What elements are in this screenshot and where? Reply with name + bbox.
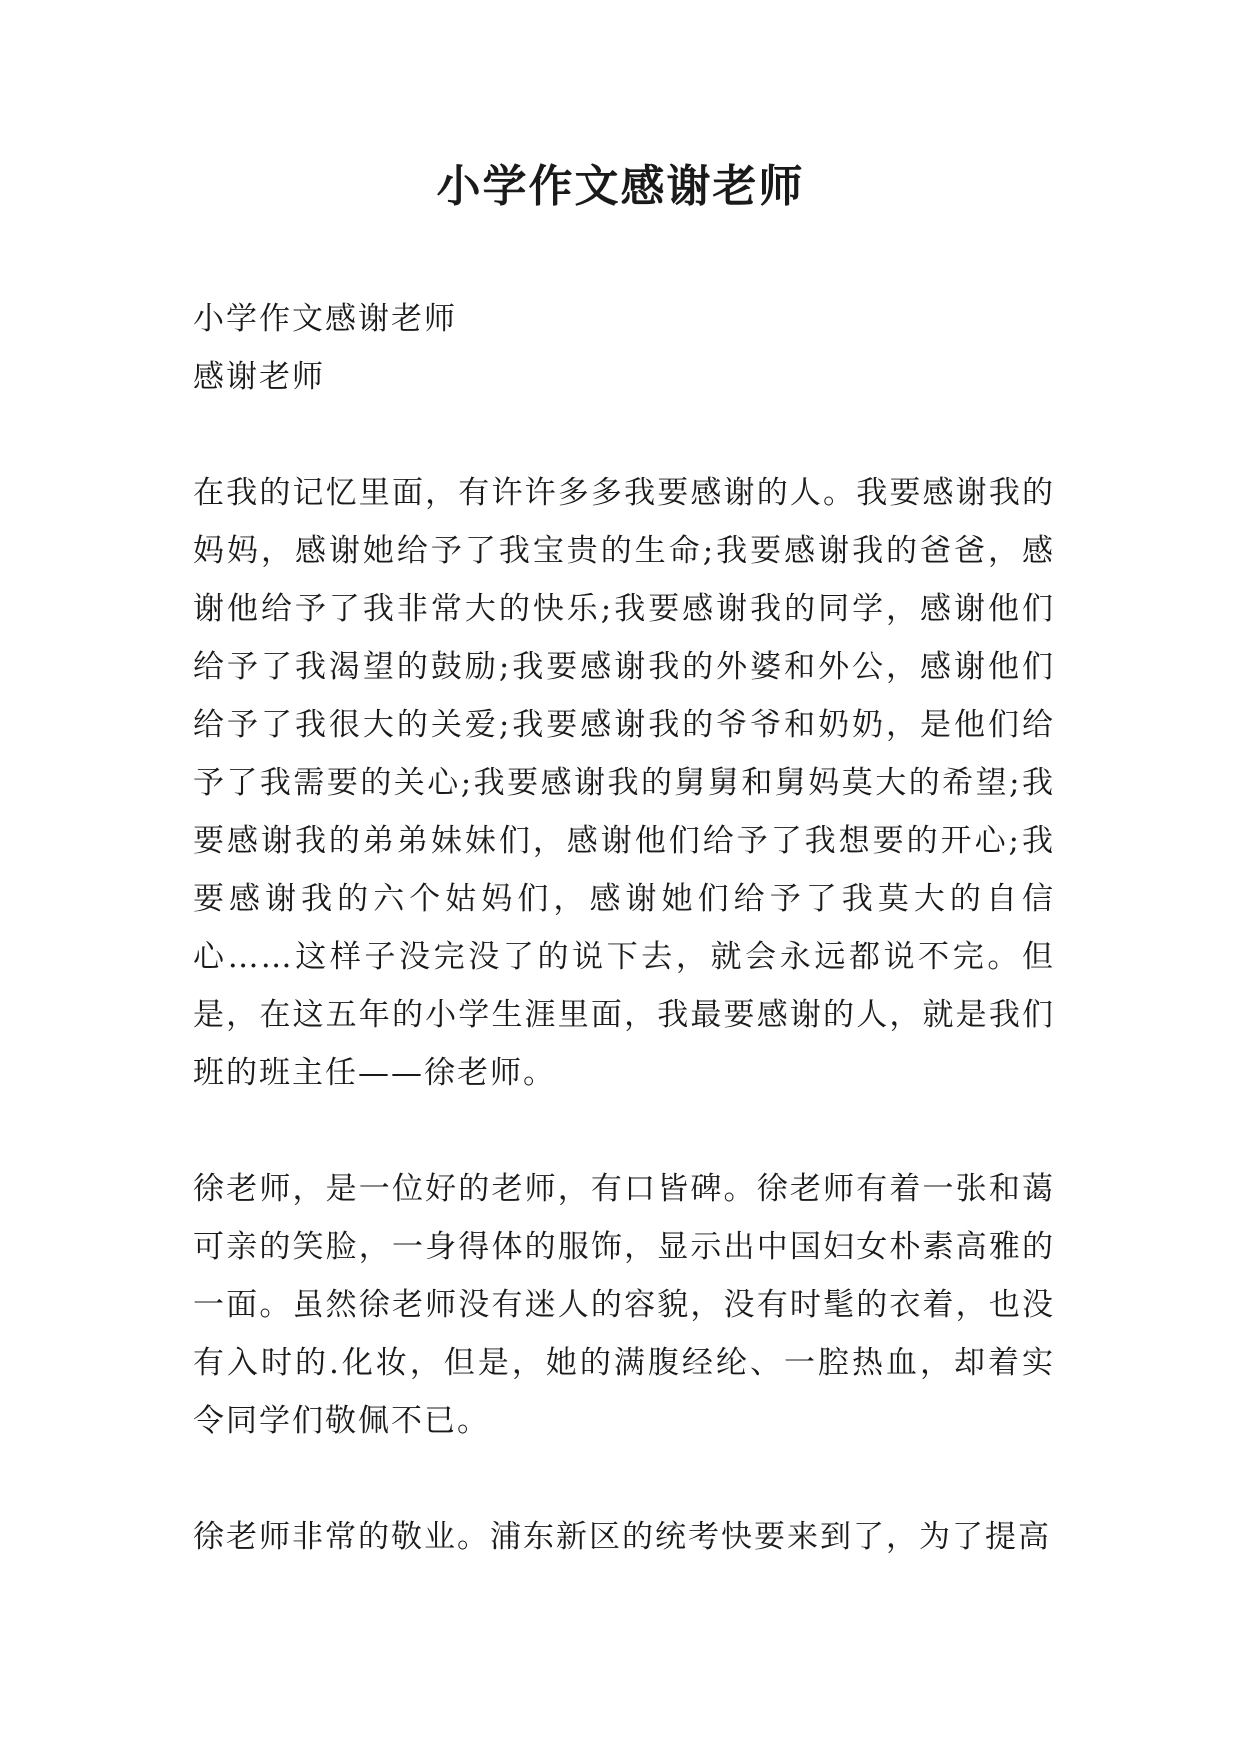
body-paragraph: 在我的记忆里面，有许许多多我要感谢的人。我要感谢我的妈妈，感谢她给予了我宝贵的生命;我要感谢我的爸爸，感谢他给予了我非常大的快乐;我要感谢我的同学，感谢他们给予了我渴望的鼓励;我要感谢我的外婆和外公，感谢他们给予了我很大的关爱;我要感谢我的爷爷和奶奶，是他们给予了我需要的关心;我要感谢我的舅舅和舅妈莫大的希望;我要感谢我的弟弟妹妹们，感谢他们给予了我想要的开心;我要感谢我的六个姑妈们，感谢她们给予了我莫大的自信心……这样子没完没了的说下去，就会永远都说不完。但是，在这五年的小学生涯里面，我最要感谢的人，就是我们班的班主任——徐老师。: [193, 475, 1055, 1091]
subtitle-line: 感谢老师: [193, 359, 325, 395]
subtitle-block: [193, 290, 1055, 406]
body-paragraph: 徐老师非常的敬业。浦东新区的统考快要来到了，为了提高: [193, 1519, 1051, 1555]
document-body: [193, 290, 1055, 1624]
subtitle-line: 小学作文感谢老师: [193, 301, 457, 337]
body-paragraph: 徐老师，是一位好的老师，有口皆碑。徐老师有着一张和蔼可亲的笑脸，一身得体的服饰，显示出中国妇女朴素高雅的一面。虽然徐老师没有迷人的容貌，没有时髦的衣着，也没有入时的.化妆，但是，她的满腹经纶、一腔热血，却着实令同学们敬佩不已。: [193, 1171, 1055, 1439]
document-title: 小学作文感谢老师: [436, 161, 805, 212]
